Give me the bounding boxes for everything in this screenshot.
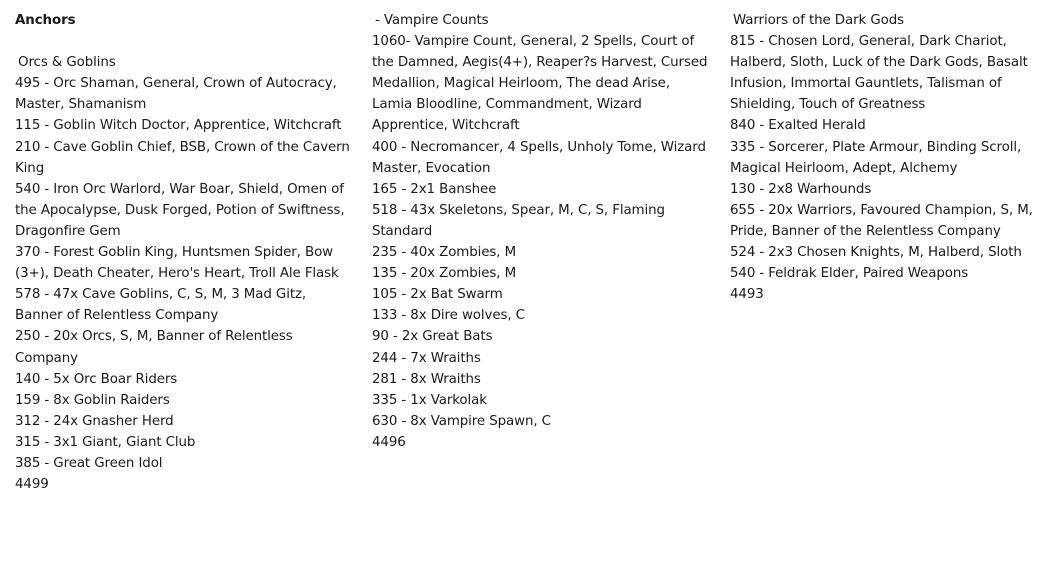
army-list-orcs-goblins	[15, 10, 350, 495]
army-heading: Warriors of the Dark Gods	[733, 13, 904, 28]
list-entry: 115 - Goblin Witch Doctor, Apprentice, Witchcraft	[15, 118, 342, 134]
army-list-vampire-counts	[372, 10, 712, 453]
list-entry: 524 - 2x3 Chosen Knights, M, Halberd, Sloth	[730, 245, 1022, 261]
spacer	[15, 31, 350, 52]
army-heading: - Vampire Counts	[375, 13, 489, 28]
list-entry: 135 - 20x Zombies, M	[372, 266, 517, 282]
list-entry: 250 - 20x Orcs, S, M, Banner of Relentless Company	[15, 329, 293, 366]
army-total: 4493	[730, 287, 764, 303]
list-entry: 315 - 3x1 Giant, Giant Club	[15, 434, 196, 450]
list-entry: 140 - 5x Orc Boar Riders	[15, 371, 178, 387]
document-title: Anchors	[15, 13, 76, 28]
list-entry: 165 - 2x1 Banshee	[372, 181, 497, 197]
list-entry: 400 - Necromancer, 4 Spells, Unholy Tome, Wizard Master, Evocation	[372, 139, 706, 176]
list-entry: 90 - 2x Great Bats	[372, 329, 493, 345]
list-entry: 540 - Iron Orc Warlord, War Boar, Shield, Omen of the Apocalypse, Dusk Forged, Potion of Swiftness, Dragonfire Gem	[15, 181, 345, 239]
army-heading: Orcs & Goblins	[18, 55, 116, 71]
army-total: 4499	[15, 477, 49, 493]
list-entry: 133 - 8x Dire wolves, C	[372, 308, 525, 324]
list-entry: 518 - 43x Skeletons, Spear, M, C, S, Flaming Standard	[372, 202, 665, 239]
list-entry: 540 - Feldrak Elder, Paired Weapons	[730, 266, 969, 282]
army-total: 4496	[372, 434, 406, 450]
list-entry: 840 - Exalted Herald	[730, 118, 866, 134]
list-entry: 130 - 2x8 Warhounds	[730, 181, 872, 197]
list-entry: 1060- Vampire Count, General, 2 Spells, Court of the Damned, Aegis(4+), Reaper?s Harvest, Cursed Medallion, Magical Heirloom, The dead Arise, Lamia Bloodline, Commandment, Wizard Apprentice, Witchcraft	[372, 34, 708, 134]
list-entry: 385 - Great Green Idol	[15, 455, 163, 471]
list-entry: 655 - 20x Warriors, Favoured Champion, S, M, Pride, Banner of the Relentless Company	[730, 202, 1033, 239]
list-entry: 159 - 8x Goblin Raiders	[15, 392, 170, 408]
list-entry: 815 - Chosen Lord, General, Dark Chariot, Halberd, Sloth, Luck of the Dark Gods, Basalt Infusion, Immortal Gauntlets, Talisman of Shielding, Touch of Greatness	[730, 34, 1028, 113]
list-entry: 370 - Forest Goblin King, Huntsmen Spider, Bow (3+), Death Cheater, Hero's Heart, Troll Ale Flask	[15, 245, 339, 282]
list-entry: 335 - 1x Varkolak	[372, 392, 487, 408]
list-entry: 235 - 40x Zombies, M	[372, 245, 517, 261]
list-entry: 105 - 2x Bat Swarm	[372, 287, 503, 303]
list-entry: 312 - 24x Gnasher Herd	[15, 413, 174, 429]
list-entry: 281 - 8x Wraiths	[372, 371, 481, 387]
army-list-warriors-dark-gods	[730, 10, 1050, 305]
list-entry: 578 - 47x Cave Goblins, C, S, M, 3 Mad Gitz, Banner of Relentless Company	[15, 287, 307, 324]
list-entry: 210 - Cave Goblin Chief, BSB, Crown of the Cavern King	[15, 139, 350, 176]
list-entry: 630 - 8x Vampire Spawn, C	[372, 413, 551, 429]
list-entry: 335 - Sorcerer, Plate Armour, Binding Scroll, Magical Heirloom, Adept, Alchemy	[730, 139, 1022, 176]
list-entry: 495 - Orc Shaman, General, Crown of Autocracy, Master, Shamanism	[15, 76, 337, 113]
list-entry: 244 - 7x Wraiths	[372, 350, 481, 366]
